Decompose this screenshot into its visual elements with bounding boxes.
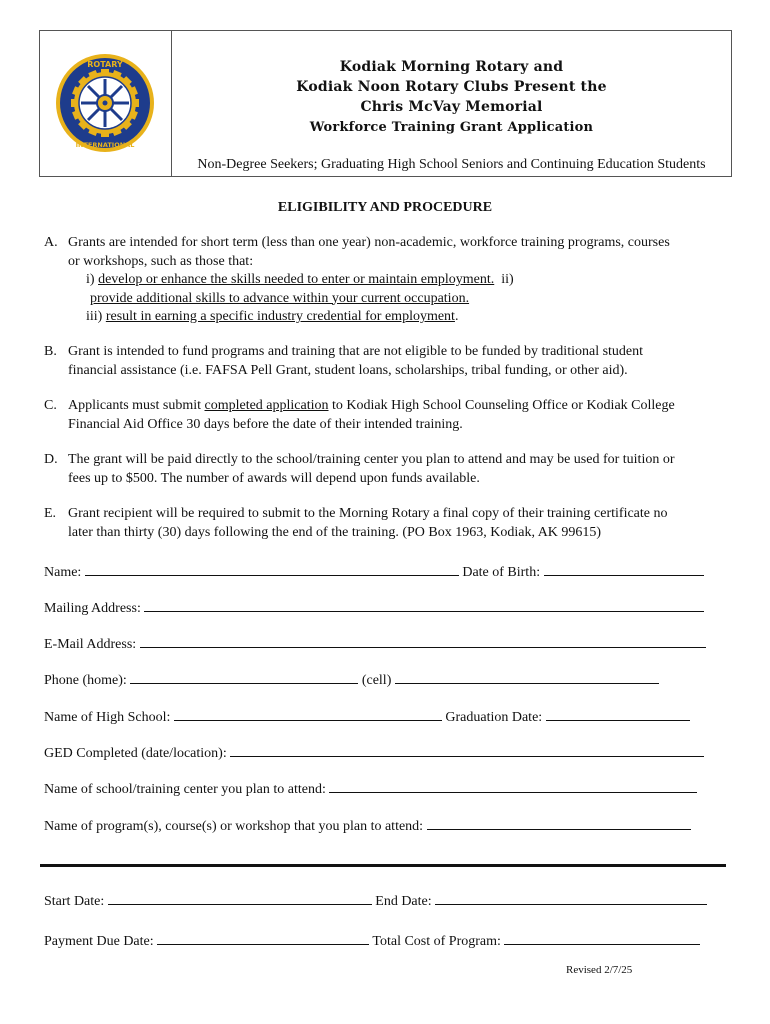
training-center-row [44, 778, 697, 798]
programs-row [44, 815, 691, 835]
start-date-field[interactable] [108, 890, 372, 905]
name-label: Name: [44, 565, 82, 580]
start-date-label: Start Date: [44, 894, 105, 909]
phone-home-label: Phone (home): [44, 673, 127, 688]
paragraph-c [44, 397, 734, 434]
paragraph-e-line-2: later than thirty (30) days following the end of the training. (PO Box 1963, Kodiak, AK 99615) [68, 524, 602, 540]
paragraph-e [44, 505, 734, 542]
dates-row [44, 890, 707, 910]
programs-field[interactable] [427, 815, 691, 830]
header-box [39, 30, 732, 177]
mailing-address-row [44, 597, 704, 617]
dob-label: Date of Birth: [462, 565, 541, 580]
item-iii-text: result in earning a specific industry credential for employment [105, 309, 455, 324]
paragraph-b-line-2: financial assistance (i.e. FAFSA Pell Grant, student loans, scholarships, tribal funding, or other aid). [68, 362, 628, 378]
item-ii-prefix: ii) [494, 272, 514, 287]
payment-due-field[interactable] [157, 930, 369, 945]
paragraph-e-label: E. [44, 506, 57, 521]
mailing-address-field[interactable] [144, 597, 704, 612]
email-field[interactable] [140, 633, 706, 648]
title-line-4: Workforce Training Grant Application [309, 120, 594, 135]
paragraph-c-label: C. [44, 398, 57, 413]
paragraph-c-line-2: Financial Aid Office 30 days before the date of their intended training. [68, 416, 463, 432]
training-center-label: Name of school/training center you plan to attend: [44, 782, 326, 797]
logo-bottom-text: INTERNATIONAL [75, 141, 135, 149]
high-school-row [44, 706, 690, 726]
title-cell [172, 31, 731, 176]
total-cost-field[interactable] [504, 930, 700, 945]
paragraph-a [44, 234, 734, 327]
programs-label: Name of program(s), course(s) or workshop that you plan to attend: [44, 819, 424, 834]
email-row [44, 633, 706, 653]
payment-row [44, 930, 700, 950]
paragraph-d-line-2: fees up to $500. The number of awards will depend upon funds available. [68, 470, 480, 486]
item-iii-suffix: . [454, 309, 459, 324]
name-field[interactable] [85, 561, 459, 576]
paragraph-a-item-ii [90, 290, 734, 309]
graduation-date-label: Graduation Date: [445, 710, 543, 725]
end-date-field[interactable] [435, 890, 707, 905]
paragraph-d-label: D. [44, 452, 58, 467]
name-row [44, 561, 704, 581]
paragraph-a-line-1: Grants are intended for short term (less than one year) non-academic, workforce training programs, courses [68, 235, 670, 250]
item-i-prefix: i) [86, 272, 99, 287]
paragraph-b-line-1: Grant is intended to fund programs and training that are not eligible to be funded by traditional student [68, 344, 644, 359]
high-school-label: Name of High School: [44, 710, 171, 725]
revised-date: Revised 2/7/25 [566, 964, 633, 976]
title-line-3: Chris McVay Memorial [360, 99, 543, 115]
paragraph-a-label: A. [44, 235, 58, 250]
rotary-logo [54, 52, 156, 154]
logo-cell [40, 31, 172, 176]
training-center-field[interactable] [329, 778, 697, 793]
ged-label: GED Completed (date/location): [44, 746, 227, 761]
mailing-address-label: Mailing Address: [44, 601, 141, 616]
phone-row [44, 669, 659, 689]
dob-field[interactable] [544, 561, 704, 576]
title-line-1: Kodiak Morning Rotary and [339, 59, 564, 75]
audience-line: Non-Degree Seekers; Graduating High School Seniors and Continuing Education Students [197, 157, 706, 172]
paragraph-b [44, 343, 734, 380]
payment-due-label: Payment Due Date: [44, 934, 154, 949]
paragraph-b-label: B. [44, 344, 57, 359]
paragraph-d [44, 451, 734, 488]
item-iii-prefix: iii) [86, 309, 106, 324]
section-divider [40, 864, 726, 867]
paragraph-c-pre: Applicants must submit [68, 398, 205, 413]
total-cost-label: Total Cost of Program: [372, 934, 501, 949]
graduation-date-field[interactable] [546, 706, 690, 721]
paragraph-e-line-1: Grant recipient will be required to submit to the Morning Rotary a final copy of their training certificate no [68, 506, 668, 521]
section-title: ELIGIBILITY AND PROCEDURE [277, 200, 493, 215]
ged-field[interactable] [230, 742, 704, 757]
paragraph-d-line-1: The grant will be paid directly to the school/training center you plan to attend and may be used for tuition or [68, 452, 675, 467]
paragraph-a-item-iii [86, 308, 734, 327]
phone-cell-field[interactable] [395, 669, 659, 684]
title-line-2: Kodiak Noon Rotary Clubs Present the [296, 79, 607, 95]
logo-top-text: ROTARY [87, 60, 123, 69]
paragraph-c-line-1 [68, 397, 734, 416]
phone-home-field[interactable] [130, 669, 358, 684]
paragraph-c-underlined: completed application [204, 398, 329, 413]
ged-row [44, 742, 704, 762]
end-date-label: End Date: [375, 894, 432, 909]
high-school-field[interactable] [174, 706, 442, 721]
phone-cell-label: (cell) [361, 673, 392, 688]
paragraph-c-post: to Kodiak High School Counseling Office or Kodiak College [328, 398, 675, 413]
paragraph-a-line-2: or workshops, such as those that: [68, 253, 254, 269]
paragraph-a-item-i [86, 271, 734, 290]
item-ii-text: provide additional skills to advance within your current occupation. [90, 290, 470, 306]
email-label: E-Mail Address: [44, 637, 137, 652]
item-i-text: develop or enhance the skills needed to enter or maintain employment. [98, 272, 495, 287]
